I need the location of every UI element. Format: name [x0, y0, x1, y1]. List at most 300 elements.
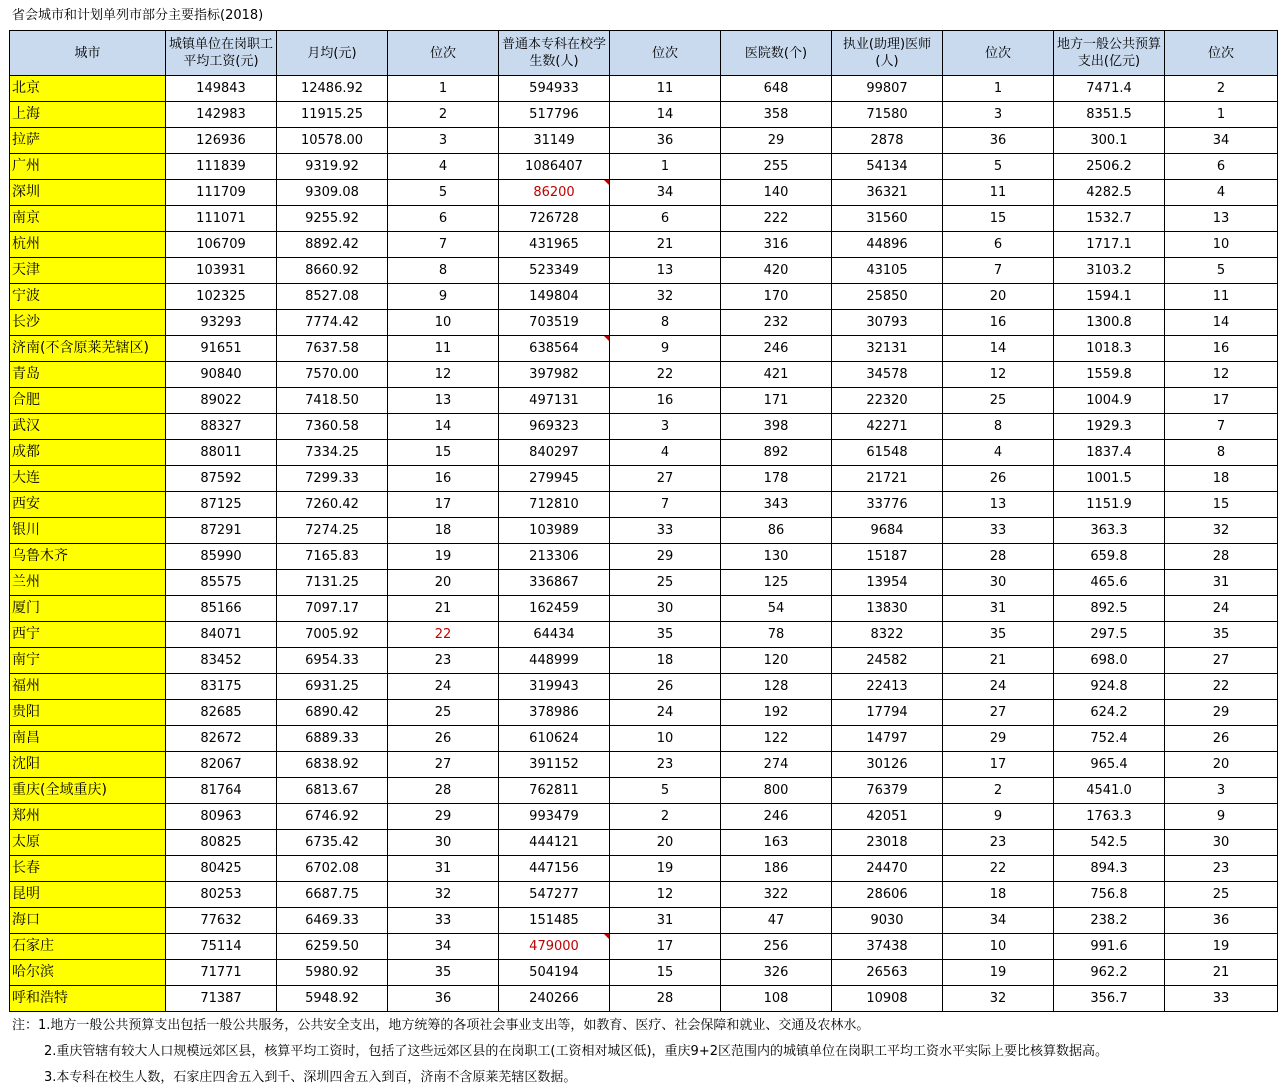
cell-students: 523349: [499, 258, 610, 284]
cell-wage-rank: 9: [388, 284, 499, 310]
cell-city: 武汉: [10, 414, 166, 440]
cell-wage-rank: 15: [388, 440, 499, 466]
cell-monthly-wage: 6889.33: [277, 726, 388, 752]
cell-doctors: 42051: [832, 804, 943, 830]
cell-avg-wage: 111071: [166, 206, 277, 232]
cell-hospitals: 222: [721, 206, 832, 232]
cell-monthly-wage: 7637.58: [277, 336, 388, 362]
cell-doctors: 13830: [832, 596, 943, 622]
cell-avg-wage: 85575: [166, 570, 277, 596]
cell-wage-rank: 34: [388, 934, 499, 960]
cell-doctors: 14797: [832, 726, 943, 752]
cell-students: 726728: [499, 206, 610, 232]
cell-doctors: 31560: [832, 206, 943, 232]
cell-city: 合肥: [10, 388, 166, 414]
cell-wage-rank: 31: [388, 856, 499, 882]
cell-monthly-wage: 7005.92: [277, 622, 388, 648]
cell-doctors-rank: 9: [943, 804, 1054, 830]
cell-monthly-wage: 8527.08: [277, 284, 388, 310]
cell-budget: 698.0: [1054, 648, 1165, 674]
cell-students: 712810: [499, 492, 610, 518]
cell-students: 240266: [499, 986, 610, 1012]
table-row: [10, 258, 1278, 284]
cell-budget-rank: 4: [1165, 180, 1278, 206]
cell-budget: 1004.9: [1054, 388, 1165, 414]
cell-monthly-wage: 6259.50: [277, 934, 388, 960]
cell-doctors-rank: 30: [943, 570, 1054, 596]
cell-wage-rank: 36: [388, 986, 499, 1012]
cell-hospitals: 130: [721, 544, 832, 570]
cell-doctors: 54134: [832, 154, 943, 180]
cell-doctors: 43105: [832, 258, 943, 284]
cell-budget: 356.7: [1054, 986, 1165, 1012]
cell-doctors-rank: 35: [943, 622, 1054, 648]
cell-city: 哈尔滨: [10, 960, 166, 986]
cell-avg-wage: 87125: [166, 492, 277, 518]
cell-wage-rank: 18: [388, 518, 499, 544]
cell-doctors-rank: 36: [943, 128, 1054, 154]
cell-doctors-rank: 31: [943, 596, 1054, 622]
cell-city: 西宁: [10, 622, 166, 648]
cell-avg-wage: 80963: [166, 804, 277, 830]
cell-avg-wage: 83175: [166, 674, 277, 700]
cell-monthly-wage: 8892.42: [277, 232, 388, 258]
cell-students-rank: 9: [610, 336, 721, 362]
cell-budget-rank: 28: [1165, 544, 1278, 570]
cell-students: 162459: [499, 596, 610, 622]
cell-budget-rank: 34: [1165, 128, 1278, 154]
table-row: [10, 596, 1278, 622]
cell-doctors: 25850: [832, 284, 943, 310]
table-row: [10, 518, 1278, 544]
cell-city: 兰州: [10, 570, 166, 596]
cell-city: 昆明: [10, 882, 166, 908]
cell-budget: 4282.5: [1054, 180, 1165, 206]
cell-students: 31149: [499, 128, 610, 154]
cell-doctors-rank: 18: [943, 882, 1054, 908]
cell-city: 大连: [10, 466, 166, 492]
cell-budget-rank: 13: [1165, 206, 1278, 232]
table-row: [10, 882, 1278, 908]
header-doctors-rank: 位次: [943, 31, 1054, 76]
cell-students: 969323: [499, 414, 610, 440]
cell-students-rank: 34: [610, 180, 721, 206]
cell-students-rank: 16: [610, 388, 721, 414]
cell-budget: 752.4: [1054, 726, 1165, 752]
cell-doctors-rank: 7: [943, 258, 1054, 284]
cell-doctors-rank: 19: [943, 960, 1054, 986]
cell-hospitals: 246: [721, 336, 832, 362]
cell-students-rank: 13: [610, 258, 721, 284]
cell-budget-rank: 3: [1165, 778, 1278, 804]
cell-students: 391152: [499, 752, 610, 778]
cell-doctors: 26563: [832, 960, 943, 986]
cell-city: 济南(不含原莱芜辖区): [10, 336, 166, 362]
cell-hospitals: 421: [721, 362, 832, 388]
table-row: [10, 544, 1278, 570]
cell-students: 479000: [499, 934, 610, 960]
cell-students-rank: 32: [610, 284, 721, 310]
cell-monthly-wage: 6813.67: [277, 778, 388, 804]
cell-city: 贵阳: [10, 700, 166, 726]
table-row: [10, 960, 1278, 986]
cell-city: 深圳: [10, 180, 166, 206]
cell-city: 太原: [10, 830, 166, 856]
cell-city: 银川: [10, 518, 166, 544]
table-row: [10, 648, 1278, 674]
cell-budget-rank: 1: [1165, 102, 1278, 128]
cell-hospitals: 171: [721, 388, 832, 414]
cell-doctors: 61548: [832, 440, 943, 466]
cell-students-rank: 21: [610, 232, 721, 258]
cell-wage-rank: 22: [388, 622, 499, 648]
cell-students: 1086407: [499, 154, 610, 180]
cell-monthly-wage: 6838.92: [277, 752, 388, 778]
cell-hospitals: 178: [721, 466, 832, 492]
cell-budget-rank: 36: [1165, 908, 1278, 934]
cell-wage-rank: 5: [388, 180, 499, 206]
table-row: [10, 362, 1278, 388]
cell-students: 279945: [499, 466, 610, 492]
cell-doctors-rank: 12: [943, 362, 1054, 388]
cell-budget: 2506.2: [1054, 154, 1165, 180]
cell-hospitals: 186: [721, 856, 832, 882]
cell-monthly-wage: 7774.42: [277, 310, 388, 336]
cell-students-rank: 26: [610, 674, 721, 700]
cell-budget: 1763.3: [1054, 804, 1165, 830]
cell-wage-rank: 1: [388, 76, 499, 102]
table-row: [10, 206, 1278, 232]
cell-avg-wage: 84071: [166, 622, 277, 648]
cell-city: 海口: [10, 908, 166, 934]
cell-doctors: 33776: [832, 492, 943, 518]
cell-students-rank: 7: [610, 492, 721, 518]
cell-budget: 238.2: [1054, 908, 1165, 934]
cell-budget-rank: 31: [1165, 570, 1278, 596]
cell-hospitals: 892: [721, 440, 832, 466]
cell-hospitals: 29: [721, 128, 832, 154]
cell-monthly-wage: 11915.25: [277, 102, 388, 128]
cell-monthly-wage: 5980.92: [277, 960, 388, 986]
cell-city: 天津: [10, 258, 166, 284]
cell-monthly-wage: 7165.83: [277, 544, 388, 570]
cell-city: 福州: [10, 674, 166, 700]
cell-city: 郑州: [10, 804, 166, 830]
cell-students-rank: 31: [610, 908, 721, 934]
cell-students: 638564: [499, 336, 610, 362]
cell-wage-rank: 11: [388, 336, 499, 362]
cell-hospitals: 398: [721, 414, 832, 440]
cell-city: 拉萨: [10, 128, 166, 154]
cell-avg-wage: 82672: [166, 726, 277, 752]
cell-budget-rank: 33: [1165, 986, 1278, 1012]
cell-students: 149804: [499, 284, 610, 310]
cell-budget: 1717.1: [1054, 232, 1165, 258]
cell-monthly-wage: 9319.92: [277, 154, 388, 180]
header-hospitals: 医院数(个): [721, 31, 832, 76]
cell-students-rank: 6: [610, 206, 721, 232]
cell-avg-wage: 85166: [166, 596, 277, 622]
cell-doctors: 76379: [832, 778, 943, 804]
cell-wage-rank: 30: [388, 830, 499, 856]
cell-doctors-rank: 6: [943, 232, 1054, 258]
cell-hospitals: 343: [721, 492, 832, 518]
cell-budget: 962.2: [1054, 960, 1165, 986]
cell-budget: 542.5: [1054, 830, 1165, 856]
cell-budget: 300.1: [1054, 128, 1165, 154]
cell-wage-rank: 26: [388, 726, 499, 752]
cell-wage-rank: 13: [388, 388, 499, 414]
cell-budget: 8351.5: [1054, 102, 1165, 128]
cell-hospitals: 128: [721, 674, 832, 700]
cell-avg-wage: 126936: [166, 128, 277, 154]
cell-budget: 991.6: [1054, 934, 1165, 960]
cell-wage-rank: 28: [388, 778, 499, 804]
cell-monthly-wage: 5948.92: [277, 986, 388, 1012]
cell-doctors: 21721: [832, 466, 943, 492]
cell-students-rank: 14: [610, 102, 721, 128]
cell-hospitals: 255: [721, 154, 832, 180]
cell-doctors-rank: 8: [943, 414, 1054, 440]
cell-doctors: 13954: [832, 570, 943, 596]
cell-budget-rank: 14: [1165, 310, 1278, 336]
cell-avg-wage: 142983: [166, 102, 277, 128]
cell-budget-rank: 32: [1165, 518, 1278, 544]
indicator-table: [9, 30, 1278, 1012]
cell-doctors: 22320: [832, 388, 943, 414]
cell-hospitals: 420: [721, 258, 832, 284]
cell-students-rank: 17: [610, 934, 721, 960]
cell-students-rank: 33: [610, 518, 721, 544]
cell-students-rank: 5: [610, 778, 721, 804]
cell-students-rank: 11: [610, 76, 721, 102]
cell-city: 南昌: [10, 726, 166, 752]
cell-wage-rank: 3: [388, 128, 499, 154]
table-row: [10, 700, 1278, 726]
cell-doctors-rank: 17: [943, 752, 1054, 778]
cell-monthly-wage: 7260.42: [277, 492, 388, 518]
cell-city: 上海: [10, 102, 166, 128]
footnote-3: 3.本专科在校生人数，石家庄四舍五入到千、深圳四舍五入到百，济南不含原莱芜辖区数据。: [44, 1070, 577, 1085]
table-row: [10, 414, 1278, 440]
cell-hospitals: 163: [721, 830, 832, 856]
cell-wage-rank: 33: [388, 908, 499, 934]
table-row: [10, 778, 1278, 804]
cell-avg-wage: 89022: [166, 388, 277, 414]
cell-students: 378986: [499, 700, 610, 726]
cell-doctors-rank: 29: [943, 726, 1054, 752]
cell-budget-rank: 17: [1165, 388, 1278, 414]
cell-hospitals: 256: [721, 934, 832, 960]
cell-students: 103989: [499, 518, 610, 544]
table-row: [10, 440, 1278, 466]
cell-city: 广州: [10, 154, 166, 180]
table-row: [10, 622, 1278, 648]
table-row: [10, 986, 1278, 1012]
footnote-1: 注：1.地方一般公共预算支出包括一般公共服务，公共安全支出，地方统筹的各项社会事业支出等，如教育、医疗、社会保障和就业、交通及农林水。: [12, 1018, 870, 1033]
cell-students-rank: 15: [610, 960, 721, 986]
cell-students-rank: 19: [610, 856, 721, 882]
page-title: 省会城市和计划单列市部分主要指标(2018): [12, 8, 264, 23]
cell-students: 610624: [499, 726, 610, 752]
cell-budget: 1837.4: [1054, 440, 1165, 466]
cell-monthly-wage: 6931.25: [277, 674, 388, 700]
cell-doctors: 99807: [832, 76, 943, 102]
cell-students-rank: 24: [610, 700, 721, 726]
cell-wage-rank: 6: [388, 206, 499, 232]
cell-doctors-rank: 23: [943, 830, 1054, 856]
cell-students: 762811: [499, 778, 610, 804]
header-students: 普通本专科在校学生数(人): [499, 31, 610, 76]
cell-wage-rank: 8: [388, 258, 499, 284]
table-row: [10, 102, 1278, 128]
header-wage-rank: 位次: [388, 31, 499, 76]
cell-avg-wage: 88011: [166, 440, 277, 466]
cell-budget: 1594.1: [1054, 284, 1165, 310]
cell-doctors: 32131: [832, 336, 943, 362]
cell-budget: 4541.0: [1054, 778, 1165, 804]
cell-students-rank: 4: [610, 440, 721, 466]
cell-hospitals: 120: [721, 648, 832, 674]
cell-monthly-wage: 7570.00: [277, 362, 388, 388]
cell-doctors: 8322: [832, 622, 943, 648]
cell-monthly-wage: 9255.92: [277, 206, 388, 232]
cell-students: 336867: [499, 570, 610, 596]
cell-budget-rank: 19: [1165, 934, 1278, 960]
cell-city: 乌鲁木齐: [10, 544, 166, 570]
cell-monthly-wage: 10578.00: [277, 128, 388, 154]
cell-avg-wage: 71387: [166, 986, 277, 1012]
cell-avg-wage: 82067: [166, 752, 277, 778]
cell-wage-rank: 7: [388, 232, 499, 258]
cell-students: 594933: [499, 76, 610, 102]
cell-students-rank: 28: [610, 986, 721, 1012]
cell-city: 青岛: [10, 362, 166, 388]
footnotes: [12, 1013, 1108, 1091]
cell-budget: 924.8: [1054, 674, 1165, 700]
cell-city: 宁波: [10, 284, 166, 310]
cell-wage-rank: 4: [388, 154, 499, 180]
cell-doctors-rank: 2: [943, 778, 1054, 804]
cell-students-rank: 25: [610, 570, 721, 596]
header-budget-rank: 位次: [1165, 31, 1278, 76]
cell-wage-rank: 16: [388, 466, 499, 492]
cell-monthly-wage: 6954.33: [277, 648, 388, 674]
cell-hospitals: 125: [721, 570, 832, 596]
cell-monthly-wage: 7418.50: [277, 388, 388, 414]
cell-monthly-wage: 7360.58: [277, 414, 388, 440]
cell-students: 547277: [499, 882, 610, 908]
cell-students: 447156: [499, 856, 610, 882]
cell-doctors: 42271: [832, 414, 943, 440]
cell-avg-wage: 103931: [166, 258, 277, 284]
cell-avg-wage: 80425: [166, 856, 277, 882]
cell-avg-wage: 83452: [166, 648, 277, 674]
cell-avg-wage: 111839: [166, 154, 277, 180]
cell-hospitals: 246: [721, 804, 832, 830]
table-row: [10, 128, 1278, 154]
cell-avg-wage: 85990: [166, 544, 277, 570]
cell-doctors-rank: 15: [943, 206, 1054, 232]
cell-monthly-wage: 9309.08: [277, 180, 388, 206]
cell-hospitals: 274: [721, 752, 832, 778]
table-row: [10, 180, 1278, 206]
cell-city: 厦门: [10, 596, 166, 622]
cell-budget-rank: 30: [1165, 830, 1278, 856]
header-monthly-wage: 月均(元): [277, 31, 388, 76]
cell-wage-rank: 17: [388, 492, 499, 518]
cell-doctors-rank: 27: [943, 700, 1054, 726]
cell-students: 703519: [499, 310, 610, 336]
cell-budget: 1559.8: [1054, 362, 1165, 388]
cell-doctors: 24582: [832, 648, 943, 674]
cell-monthly-wage: 7097.17: [277, 596, 388, 622]
header-avg-wage: 城镇单位在岗职工平均工资(元): [166, 31, 277, 76]
cell-hospitals: 122: [721, 726, 832, 752]
cell-avg-wage: 80825: [166, 830, 277, 856]
cell-budget: 1300.8: [1054, 310, 1165, 336]
cell-avg-wage: 71771: [166, 960, 277, 986]
cell-avg-wage: 80253: [166, 882, 277, 908]
table-row: [10, 284, 1278, 310]
cell-budget: 892.5: [1054, 596, 1165, 622]
header-budget: 地方一般公共预算支出(亿元): [1054, 31, 1165, 76]
cell-doctors: 71580: [832, 102, 943, 128]
cell-hospitals: 78: [721, 622, 832, 648]
cell-students: 517796: [499, 102, 610, 128]
cell-budget: 624.2: [1054, 700, 1165, 726]
cell-budget-rank: 35: [1165, 622, 1278, 648]
cell-wage-rank: 20: [388, 570, 499, 596]
cell-hospitals: 358: [721, 102, 832, 128]
cell-doctors-rank: 5: [943, 154, 1054, 180]
cell-hospitals: 326: [721, 960, 832, 986]
cell-doctors: 44896: [832, 232, 943, 258]
header-city: 城市: [10, 31, 166, 76]
cell-hospitals: 322: [721, 882, 832, 908]
cell-students: 431965: [499, 232, 610, 258]
cell-wage-rank: 14: [388, 414, 499, 440]
cell-avg-wage: 90840: [166, 362, 277, 388]
cell-doctors-rank: 3: [943, 102, 1054, 128]
cell-avg-wage: 149843: [166, 76, 277, 102]
cell-budget: 1001.5: [1054, 466, 1165, 492]
cell-students: 213306: [499, 544, 610, 570]
cell-doctors-rank: 34: [943, 908, 1054, 934]
cell-students: 448999: [499, 648, 610, 674]
cell-doctors: 10908: [832, 986, 943, 1012]
cell-avg-wage: 88327: [166, 414, 277, 440]
cell-students-rank: 29: [610, 544, 721, 570]
cell-avg-wage: 93293: [166, 310, 277, 336]
cell-avg-wage: 91651: [166, 336, 277, 362]
cell-budget-rank: 26: [1165, 726, 1278, 752]
cell-students-rank: 35: [610, 622, 721, 648]
cell-doctors-rank: 21: [943, 648, 1054, 674]
cell-budget-rank: 15: [1165, 492, 1278, 518]
cell-budget-rank: 8: [1165, 440, 1278, 466]
cell-hospitals: 170: [721, 284, 832, 310]
cell-monthly-wage: 6687.75: [277, 882, 388, 908]
cell-city: 石家庄: [10, 934, 166, 960]
cell-budget-rank: 2: [1165, 76, 1278, 102]
cell-budget-rank: 21: [1165, 960, 1278, 986]
cell-avg-wage: 82685: [166, 700, 277, 726]
table-row: [10, 388, 1278, 414]
cell-budget: 465.6: [1054, 570, 1165, 596]
header-students-rank: 位次: [610, 31, 721, 76]
cell-budget-rank: 27: [1165, 648, 1278, 674]
